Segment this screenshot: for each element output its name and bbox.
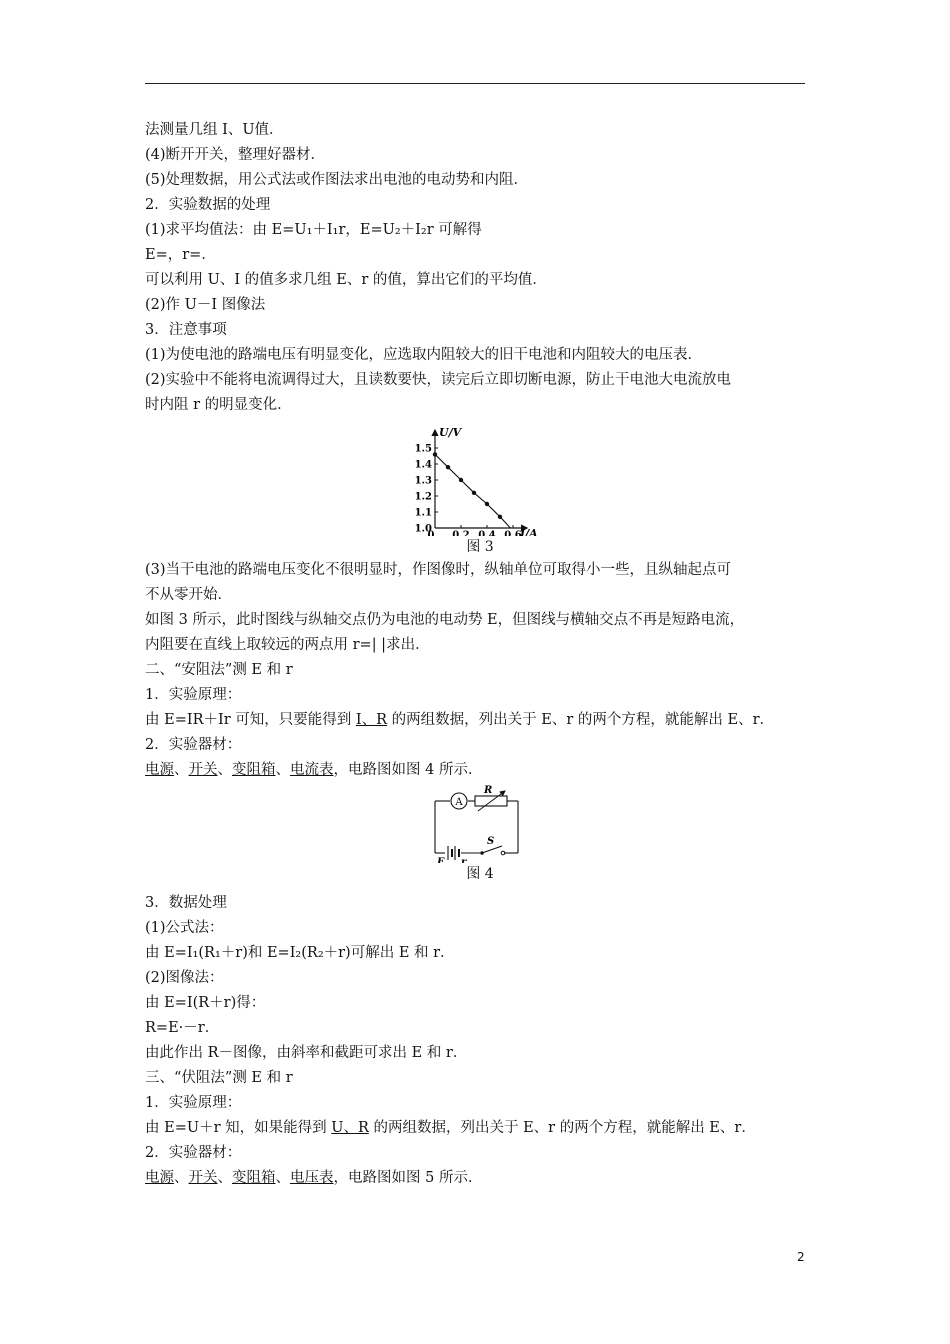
data-point	[472, 491, 476, 495]
text-span: 的两组数据，列出关于 E、r 的两个方程，就能解出 E、r．	[387, 712, 774, 728]
y-axis-label: U/V	[439, 426, 462, 439]
figure-3-caption: 图 3	[466, 539, 494, 555]
y-tick-label: 1.0	[414, 523, 432, 535]
separator: 、	[174, 1170, 189, 1186]
data-point	[446, 465, 450, 469]
equipment-item: 开关	[188, 1170, 218, 1186]
equipment-line	[145, 758, 815, 783]
header-rule	[145, 83, 805, 84]
equipment-line	[145, 1166, 815, 1191]
equipment-item: 电压表	[290, 1170, 334, 1186]
data-point	[485, 502, 489, 506]
data-point	[498, 515, 502, 519]
internal-resistance-label: r	[461, 857, 467, 863]
text-line: 1．实验原理：	[145, 1095, 242, 1111]
separator: 、	[275, 1170, 290, 1186]
text-line: (2)作 U－I 图像法	[145, 297, 266, 313]
formula-line: R=E·－r．	[145, 1020, 220, 1036]
emf-label: E	[437, 857, 445, 863]
text-line: (1)为使电池的路端电压有明显变化，应选取内阻较大的旧干电池和内阻较大的电压表．	[145, 347, 703, 363]
data-point	[459, 478, 463, 482]
data-point	[433, 452, 437, 456]
y-tick-label: 1.5	[414, 443, 432, 455]
text-line: 法测量几组 I、U值．	[145, 122, 284, 138]
text-line: 由此作出 R－图像，由斜率和截距可求出 E 和 r．	[145, 1045, 468, 1061]
text-line: (1)求平均值法：由 E=U₁＋I₁r，E=U₂＋I₂r 可解得	[145, 222, 482, 238]
text-line: 如图 3 所示，此时图线与纵轴交点仍为电池的电动势 E，但图线与横轴交点不再是短路电流，	[145, 612, 745, 628]
equipment-item: 开关	[188, 762, 218, 778]
equipment-item: 电流表	[290, 762, 334, 778]
text-line: (4)断开开关，整理好器材．	[145, 147, 326, 163]
switch-label: S	[487, 836, 495, 847]
separator: 、	[217, 762, 232, 778]
x-tick-label: 0.4	[478, 530, 496, 536]
text-span: ，电路图如图 5 所示．	[333, 1170, 483, 1186]
section-heading: 3．注意事项	[145, 322, 227, 338]
text-line: 不从零开始．	[145, 587, 232, 603]
separator: 、	[217, 1170, 232, 1186]
ammeter-label: A	[455, 797, 463, 808]
text-line: 可以利用 U、I 的值多求几组 E、r 的值，算出它们的平均值．	[145, 272, 547, 288]
section-heading: 2．实验器材：	[145, 737, 242, 753]
text-line: (1)公式法：	[145, 920, 224, 936]
equipment-item: 电源	[145, 1170, 174, 1186]
y-tick-label: 1.2	[414, 491, 432, 503]
switch-icon	[480, 846, 505, 855]
page-body	[145, 118, 815, 1191]
text-line: (3)当干电池的路端电压变化不很明显时，作图像时，纵轴单位可取得小一些，且纵轴起点可	[145, 562, 732, 578]
text-span: 由 E=IR＋Ir 可知，只要能得到	[145, 712, 356, 728]
underlined-term: U、R	[331, 1120, 369, 1136]
formula-line: E=，r=．	[145, 247, 216, 263]
y-tick-label: 1.1	[414, 507, 432, 519]
section-heading: 三、“伏阻法”测 E 和 r	[145, 1070, 293, 1086]
page-number: 2	[797, 1250, 805, 1264]
text-line: (5)处理数据，用公式法或作图法求出电池的电动势和内阻．	[145, 172, 529, 188]
ui-graph	[145, 418, 815, 536]
separator: 、	[174, 762, 189, 778]
separator: 、	[275, 762, 290, 778]
x-tick-label: 0	[427, 530, 435, 536]
text-line: 内阻要在直线上取较远的两点用 r=| |求出．	[145, 637, 430, 653]
text-line: 时内阻 r 的明显变化．	[145, 397, 292, 413]
figure-4-caption: 图 4	[466, 866, 494, 882]
text-span: ，电路图如图 4 所示．	[333, 762, 483, 778]
x-axis-label: I/A	[520, 527, 538, 536]
text-line: (2)图像法：	[145, 970, 224, 986]
text-line: 由 E=I(R＋r)得：	[145, 995, 266, 1011]
section-heading: 二、“安阻法”测 E 和 r	[145, 662, 293, 678]
battery-icon	[448, 846, 459, 860]
y-tick-label: 1.4	[414, 459, 432, 471]
figure-3	[145, 418, 815, 536]
resistor-label: R	[484, 785, 493, 796]
y-tick-label: 1.3	[414, 475, 432, 487]
figure-4	[145, 783, 815, 863]
section-heading: 2．实验数据的处理	[145, 197, 271, 213]
text-line: 由 E=I₁(R₁＋r)和 E=I₂(R₂＋r)可解出 E 和 r．	[145, 945, 455, 961]
equipment-item: 电源	[145, 762, 174, 778]
underlined-term: I、R	[355, 712, 388, 728]
text-span: 的两组数据，列出关于 E、r 的两个方程，就能解出 E、r．	[368, 1120, 756, 1136]
text-line: (2)实验中不能将电流调得过大，且读数要快，读完后立即切断电源，防止干电池大电流放电	[145, 372, 732, 388]
section-heading: 2．实验器材：	[145, 1145, 242, 1161]
x-tick-label: 0.2	[452, 530, 470, 536]
equipment-item: 变阻箱	[232, 762, 276, 778]
text-span: 由 E=U＋r 知，如果能得到	[145, 1120, 332, 1136]
circuit-diagram	[145, 783, 815, 863]
text-line: 1．实验原理：	[145, 687, 242, 703]
section-heading: 3．数据处理	[145, 895, 227, 911]
x-tick-label: 0.6	[504, 530, 522, 536]
equipment-item: 变阻箱	[232, 1170, 276, 1186]
principle-line	[145, 1116, 815, 1141]
principle-line	[145, 708, 815, 733]
